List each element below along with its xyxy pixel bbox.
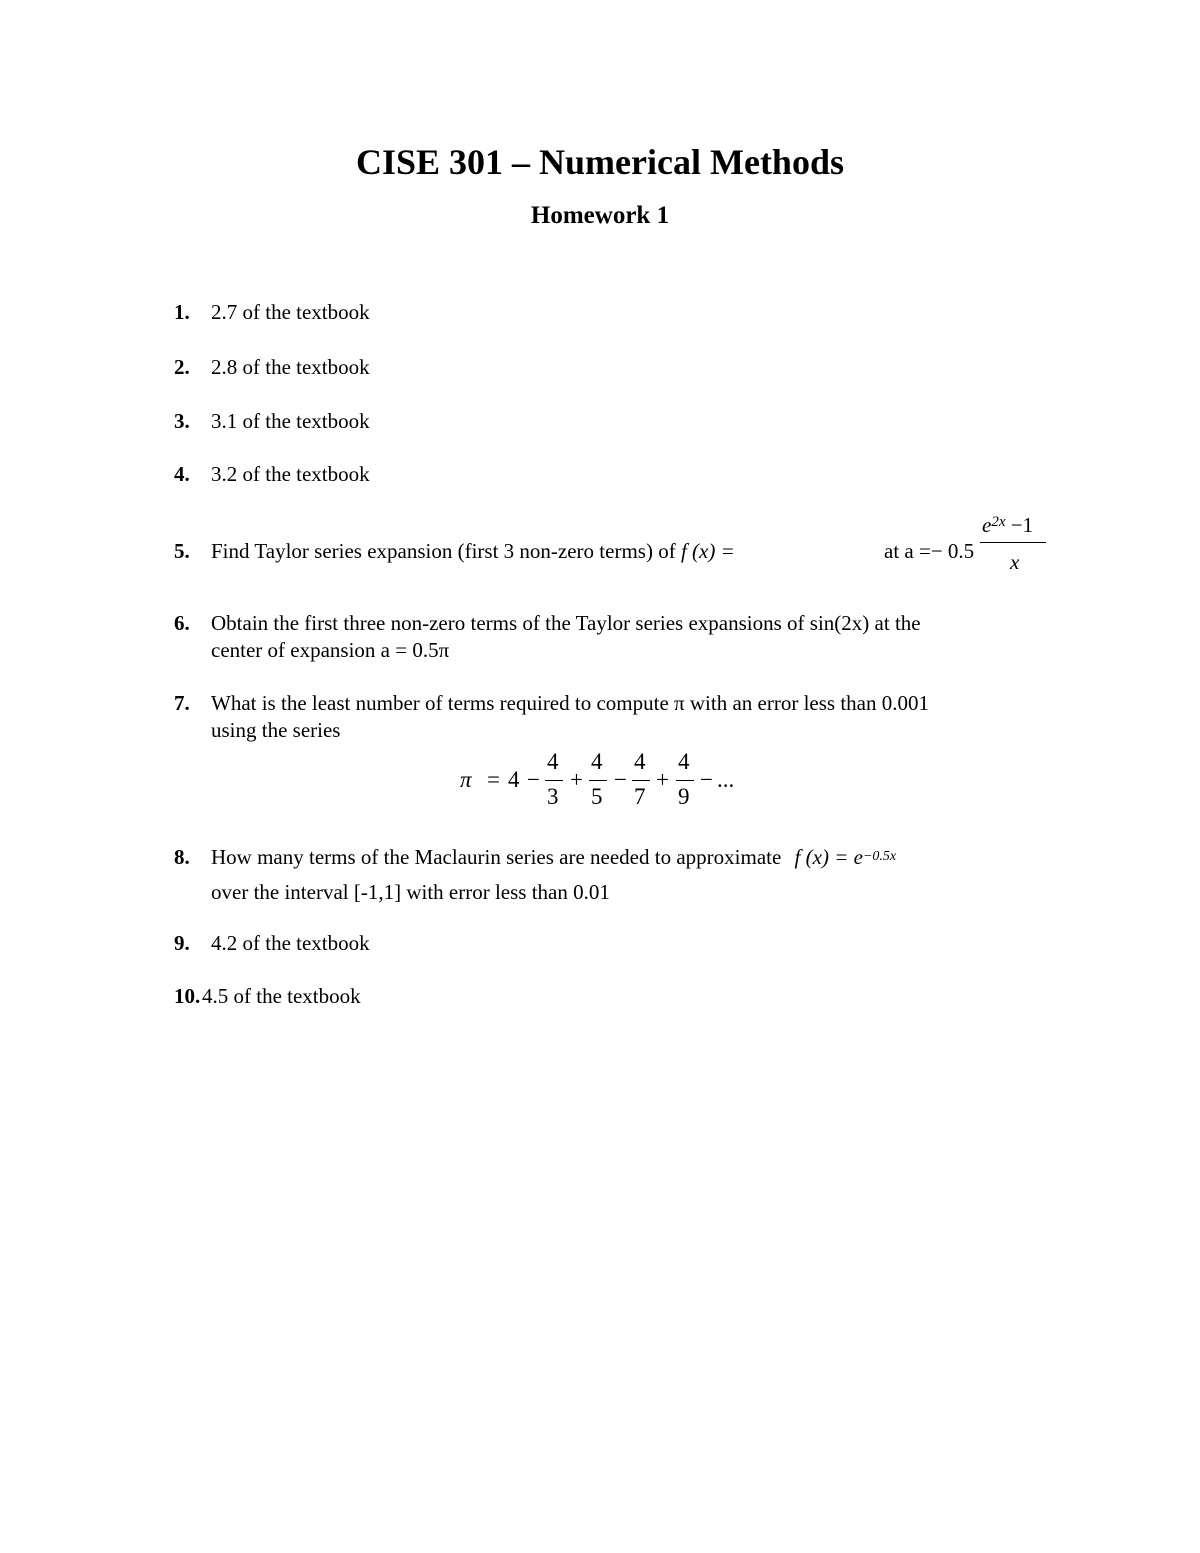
question-text (211, 844, 1041, 906)
question-text (211, 690, 1041, 744)
question-number: 5. (174, 539, 190, 563)
question-number: 1. (174, 300, 190, 324)
question-number: 4. (174, 462, 190, 486)
series-numerator: 4 (678, 749, 690, 774)
series-denominator: 5 (591, 784, 603, 809)
question-line-1: Obtain the first three non-zero terms of the Taylor series expansions of sin(2x) at the (211, 611, 921, 635)
question-text (211, 610, 1041, 664)
question-number: 2. (174, 355, 190, 379)
question-number: 3. (174, 409, 190, 433)
function-label: f (x) = e (794, 845, 863, 869)
series-operator: + (570, 767, 583, 792)
series-denominator: 7 (634, 784, 646, 809)
series-fraction-bar (676, 780, 694, 781)
series-numerator: 4 (591, 749, 603, 774)
series-equals: = (487, 767, 500, 792)
question-text: 4.2 of the textbook (211, 931, 370, 955)
question-line-2: using the series (211, 718, 341, 742)
series-numerator: 4 (547, 749, 559, 774)
question-line-1: What is the least number of terms required to compute π with an error less than 0.001 (211, 691, 929, 715)
numerator-base: e (982, 513, 992, 537)
question-text (211, 538, 771, 565)
page-subtitle: Homework 1 (530, 202, 670, 229)
series-ellipsis: ... (717, 767, 735, 792)
series-operator: − (527, 767, 540, 792)
series-fraction-bar (632, 780, 650, 781)
series-operator: + (656, 767, 669, 792)
question-number: 7. (174, 691, 190, 715)
question-number: 6. (174, 611, 190, 635)
question-text: 4.5 of the textbook (202, 984, 361, 1008)
function-exponent: −0.5x (862, 849, 897, 864)
question-line-1: How many terms of the Maclaurin series are needed to approximate (211, 845, 782, 869)
question-text-after: at a =− 0.5 (884, 539, 975, 563)
fraction-numerator (982, 512, 1033, 542)
series-lhs: π (460, 767, 472, 792)
question-text: 2.8 of the textbook (211, 355, 370, 379)
series-fraction-bar (545, 780, 563, 781)
question-text: 3.1 of the textbook (211, 409, 370, 433)
fraction-bar (980, 542, 1046, 543)
question-number: 9. (174, 931, 190, 955)
question-line-2: over the interval [-1,1] with error less than 0.01 (211, 880, 610, 904)
function-label: f (x) = (680, 539, 735, 563)
question-text: 3.2 of the textbook (211, 462, 370, 486)
series-first-term: 4 (508, 767, 520, 792)
page-title: CISE 301 – Numerical Methods (356, 142, 844, 182)
question-text: 2.7 of the textbook (211, 300, 370, 324)
question-text-before: Find Taylor series expansion (first 3 non-zero terms) of (211, 539, 676, 563)
series-fraction-bar (589, 780, 607, 781)
series-operator: − (700, 767, 713, 792)
series-denominator: 9 (678, 784, 690, 809)
numerator-tail: −1 (1005, 513, 1034, 537)
question-line-2: center of expansion a = 0.5π (211, 638, 450, 662)
question-number: 10. (174, 984, 201, 1008)
series-denominator: 3 (547, 784, 559, 809)
question-number: 8. (174, 845, 190, 869)
series-numerator: 4 (634, 749, 646, 774)
numerator-exponent: 2x (991, 514, 1006, 530)
fraction-denominator: x (1010, 550, 1020, 574)
series-operator: − (614, 767, 627, 792)
